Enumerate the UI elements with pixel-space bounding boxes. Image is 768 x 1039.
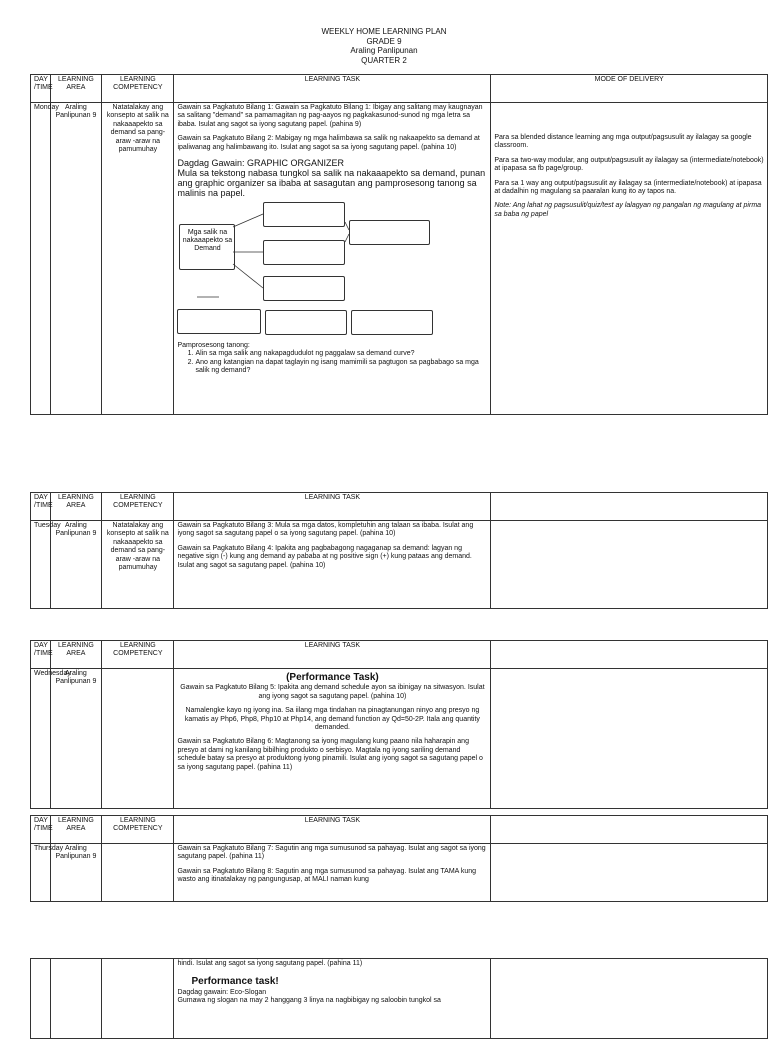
- competency-cell: [102, 959, 174, 1039]
- area-cell: Araling Panlipunan 9: [50, 669, 102, 809]
- dagdag-title: Dagdag Gawain: GRAPHIC ORGANIZER: [177, 158, 345, 169]
- wednesday-table: [30, 640, 768, 809]
- task-cell: [174, 669, 491, 809]
- table-header-row: [31, 493, 768, 521]
- table-header-row: [31, 75, 768, 103]
- header-title: WEEKLY HOME LEARNING PLAN: [321, 27, 447, 36]
- table-header-row: [31, 641, 768, 669]
- day-cell: [31, 959, 51, 1039]
- col-competency: LEARNING COMPETENCY: [102, 493, 174, 521]
- delivery-text: Para sa two-way modular, ang output/pagsusulit ay ilalagay sa (intermediate/notebook) at ipapasa sa fb page/group.: [494, 156, 764, 173]
- continuation-table: [30, 958, 768, 1039]
- col-area: LEARNING AREA: [50, 641, 102, 669]
- monday-table: [30, 74, 768, 415]
- area-cell: [50, 959, 102, 1039]
- questions-list: [177, 350, 487, 375]
- task-cell: [174, 959, 491, 1039]
- task-text: Gawain sa Pagkatuto Bilang 3: Mula sa mga datos, kompletuhin ang talaan sa ibaba. Isulat ang iyong sagot sa sagutang papel o sa iyong sagutang papel. (pahina 10): [177, 522, 474, 538]
- day-cell: Tuesday: [31, 521, 51, 609]
- col-area: LEARNING AREA: [50, 493, 102, 521]
- competency-cell: [102, 669, 174, 809]
- col-task: LEARNING TASK: [174, 75, 491, 103]
- competency-cell: Natatalakay ang konsepto at salik na nakaaapekto sa demand sa pang-araw -araw na pamumuhay: [102, 103, 174, 415]
- task-cell: [174, 844, 491, 902]
- task-text: Gawain sa Pagkatuto Bilang 4: Ipakita ang pagbabagong nagaganap sa demand: lagyan ng negative sign (-) kung ang demand ay pababa at ng positive sign (+) kung pataas ang demand. Isulat ang sagot sa sagutang papel. (pahina 10): [177, 544, 472, 569]
- area-cell: Araling Panlipunan 9: [50, 103, 102, 415]
- col-task: LEARNING TASK: [174, 816, 491, 844]
- delivery-cell: [491, 844, 768, 902]
- questions-title: Pamprosesong tanong:: [177, 342, 250, 350]
- header-grade: GRADE 9: [366, 36, 402, 46]
- header-subject: Araling Panlipunan: [350, 46, 418, 55]
- task-text: Namalengke kayo ng iyong ina. Sa iilang mga tindahan na pinagtanungan ninyo ang presyo ng kamatis ay Php6, Php8, Php10 at Php14, ang demand function ay Qd=50-2P. Itala ang quantity demanded.: [184, 707, 480, 732]
- task-text: hindi. Isulat ang sagot sa iyong sagutang papel. (pahina 11): [177, 960, 363, 967]
- task-text: Gawain sa Pagkatuto Bilang 5: Ipakita ang demand schedule ayon sa ibinigay na sitwasyon. Isulat ang iyong sagot sa sagutang papel. (pahina 10): [180, 684, 485, 700]
- table-header-row: [31, 816, 768, 844]
- question-item: 1. Alin sa mga salik ang nakapagdudulot ng paggalaw sa demand curve?: [195, 350, 487, 358]
- dagdag-text: Mula sa tekstong nabasa tungkol sa salik na nakaaapekto sa demand, punan ang graphic organizer sa ibaba at sasagutan ang pamprosesong tanong sa malinis na papel.: [177, 168, 486, 199]
- table-row: [31, 844, 768, 902]
- plan-header: [0, 27, 768, 65]
- col-competency: LEARNING COMPETENCY: [102, 641, 174, 669]
- area-cell: Araling Panlipunan 9: [50, 521, 102, 609]
- task-text: Gawain sa Pagkatuto Bilang 7: Sagutin ang mga sumusunod sa pahayag. Isulat ang sagot sa iyong sagutang papel. (pahina 11): [177, 845, 486, 861]
- col-competency: LEARNING COMPETENCY: [102, 816, 174, 844]
- question-item: 2. Ano ang katangian na dapat taglayin ng isang mamimili sa pagtugon sa pagbabago sa mga salik ng demand?: [195, 359, 487, 376]
- answer-box: [265, 310, 347, 335]
- col-task: LEARNING TASK: [174, 641, 491, 669]
- task-text: Gawain sa Pagkatuto Bilang 8: Sagutin ang mga sumusunod sa pahayag. Isulat ang TAMA kung wasto ang itinatalakay ng pangungusap, at MALI naman kung: [177, 867, 477, 884]
- delivery-cell: [491, 103, 768, 415]
- dagdag-title: Dagdag gawain: Eco-Slogan: [177, 988, 267, 996]
- col-area: LEARNING AREA: [50, 75, 102, 103]
- competency-cell: [102, 844, 174, 902]
- competency-cell: Natatalakay ang konsepto at salik na nakaaapekto sa demand sa pang-araw -araw na pamumuhay: [102, 521, 174, 609]
- delivery-text: Para sa 1 way ang output/pagsusulit ay ilalagay sa (intermediate/notebook) at ipapasa at dadalhin ng magulang sa paaralan kung ito ay tapos na.: [494, 179, 762, 196]
- delivery-note: Note: Ang lahat ng pagsusulit/quiz/test ay lalagyan ng pangalan ng magulang at pirma sa baba ng papel: [494, 202, 762, 218]
- col-delivery: MODE OF DELIVERY: [491, 75, 768, 103]
- col-day: DAY /TIME: [31, 75, 51, 103]
- col-task: LEARNING TASK: [174, 493, 491, 521]
- task-text: Gawain sa Pagkatuto Bilang 1: Gawain sa Pagkatuto Bilang 1: Ibigay ang salitang may kaugnayan sa salitang "demand" sa pamamagitan ng pag-aayos ng pagkakasunod-sunod ng mga letra sa ibaba. Isulat ang sagot sa iyong sagutang papel. (pahina 9): [177, 104, 483, 128]
- col-day: DAY /TIME: [31, 493, 51, 521]
- delivery-cell: [491, 669, 768, 809]
- performance-task-title: Performance task!: [191, 976, 279, 988]
- col-delivery: [491, 641, 768, 669]
- day-cell: Monday: [31, 103, 51, 415]
- area-cell: Araling Panlipunan 9: [50, 844, 102, 902]
- graphic-organizer: [177, 202, 487, 342]
- thursday-table: [30, 815, 768, 902]
- col-day: DAY /TIME: [31, 816, 51, 844]
- task-text: Gumawa ng slogan na may 2 hanggang 3 linya na nagbibigay ng saloobin tungkol sa: [177, 997, 441, 1005]
- task-text: Gawain sa Pagkatuto Bilang 2: Mabigay ng mga halimbawa sa salik ng nakaapekto sa demand at ipaliwanag ang halimbawang ito. Isulat ang sagot sa sa iyong sagutang papel. (pahina 10): [177, 135, 480, 151]
- center-box: Mga salik na nakaaapekto sa Demand: [179, 224, 235, 270]
- task-cell: [174, 103, 491, 415]
- delivery-cell: [491, 959, 768, 1039]
- task-cell: [174, 521, 491, 609]
- col-delivery: [491, 493, 768, 521]
- table-row: [31, 103, 768, 415]
- col-day: DAY /TIME: [31, 641, 51, 669]
- answer-box: [351, 310, 433, 335]
- table-row: [31, 669, 768, 809]
- delivery-text: Para sa blended distance learning ang mga output/pagsusulit ay ilalagay sa google classroom.: [494, 134, 752, 150]
- answer-box: [177, 309, 261, 334]
- col-delivery: [491, 816, 768, 844]
- table-row: [31, 521, 768, 609]
- performance-task-title: (Performance Task): [286, 672, 379, 683]
- col-area: LEARNING AREA: [50, 816, 102, 844]
- table-row: [31, 959, 768, 1039]
- answer-box: [349, 220, 430, 245]
- task-text: Gawain sa Pagkatuto Bilang 6: Magtanong sa iyong magulang kung paano nila haharapin ang presyo at dami ng kanilang bibilhing produkto o serbisyo. Magtala ng iyong sariling demand schedule batay sa presyo at produktong iyong pinamili. Isulat ang iyong sagot sa sagutang papel o sa iyong sagutang papel. (pahina 11): [177, 738, 483, 771]
- day-cell: Wednesday: [31, 669, 51, 809]
- answer-box: [263, 276, 345, 301]
- col-competency: LEARNING COMPETENCY: [102, 75, 174, 103]
- delivery-cell: [491, 521, 768, 609]
- tuesday-table: [30, 492, 768, 609]
- day-cell: Thursday: [31, 844, 51, 902]
- header-quarter: QUARTER 2: [361, 55, 407, 65]
- answer-box: [263, 202, 345, 227]
- answer-box: [263, 240, 345, 265]
